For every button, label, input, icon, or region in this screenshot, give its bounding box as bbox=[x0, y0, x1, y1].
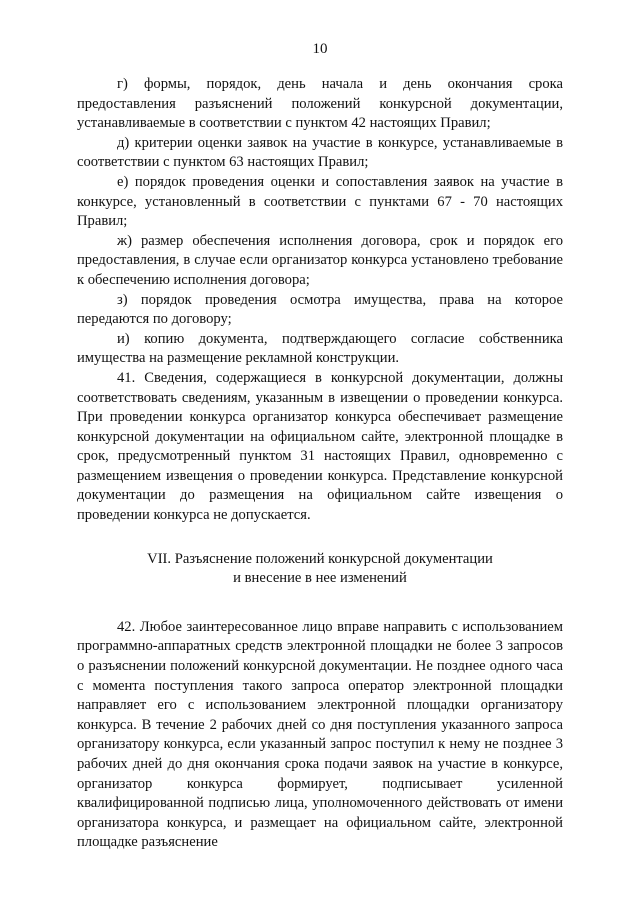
paragraph-item-z: з) порядок проведения осмотра имущества, права на которое передаются по договору; bbox=[77, 291, 563, 328]
paragraph-item-d: д) критерии оценки заявок на участие в конкурсе, устанавливаемые в соответствии с пунктом 63 настоящих Правил; bbox=[77, 134, 563, 171]
paragraph-42: 42. Любое заинтересованное лицо вправе направить с использованием программно-аппаратных средств электронной площадки не более 3 запросов о разъяснении положений конкурсной документации. Не позднее одного часа с момента поступления такого запроса оператор электронной площадки направляет его с использованием электронной площадки организатору конкурса. В течение 2 рабочих дней со дня поступления указанного запроса организатору конкурса, если указанный запрос поступил к нему не позднее 3 рабочих дней до дня окончания срока подачи заявок на участие в конкурсе, организатор конкурса формирует, подписывает усиленной квалифицированной подписью лица, уполномоченного действовать от имени организатора конкурса, и размещает на официальном сайте, электронной площадке разъяснение bbox=[77, 618, 563, 851]
paragraph-item-i: и) копию документа, подтверждающего согласие собственника имущества на размещение рекламной конструкции. bbox=[77, 330, 563, 367]
section-heading-line-2: и внесение в нее изменений bbox=[233, 570, 407, 587]
paragraph-41: 41. Сведения, содержащиеся в конкурсной документации, должны соответствовать сведениям, указанным в извещении о проведении конкурса. При проведении конкурса организатор конкурса обеспечивает размещение конкурсной документации на официальном сайте, электронной площадке в срок, предусмотренный пунктом 31 настоящих Правил, одновременно с размещением извещения о проведении конкурса. Представление конкурсной документации до размещения на официальном сайте извещения о проведении конкурса не допускается. bbox=[77, 369, 563, 524]
paragraph-item-g: г) формы, порядок, день начала и день окончания срока предоставления разъяснений положений конкурсной документации, устанавливаемые в соответствии с пунктом 42 настоящих Правил; bbox=[77, 76, 563, 132]
paragraph-item-e: е) порядок проведения оценки и сопоставления заявок на участие в конкурсе, установленный в соответствии с пунктами 67 - 70 настоящих Правил; bbox=[77, 173, 563, 230]
section-heading-line-1: VII. Разъяснение положений конкурсной документации bbox=[147, 550, 493, 567]
document-body bbox=[77, 75, 563, 853]
section-heading bbox=[77, 550, 563, 589]
paragraph-item-zh: ж) размер обеспечения исполнения договора, срок и порядок его предоставления, в случае если организатор конкурса установлено требование к обеспечению исполнения договора; bbox=[77, 232, 563, 288]
page-number: 10 bbox=[312, 41, 328, 57]
